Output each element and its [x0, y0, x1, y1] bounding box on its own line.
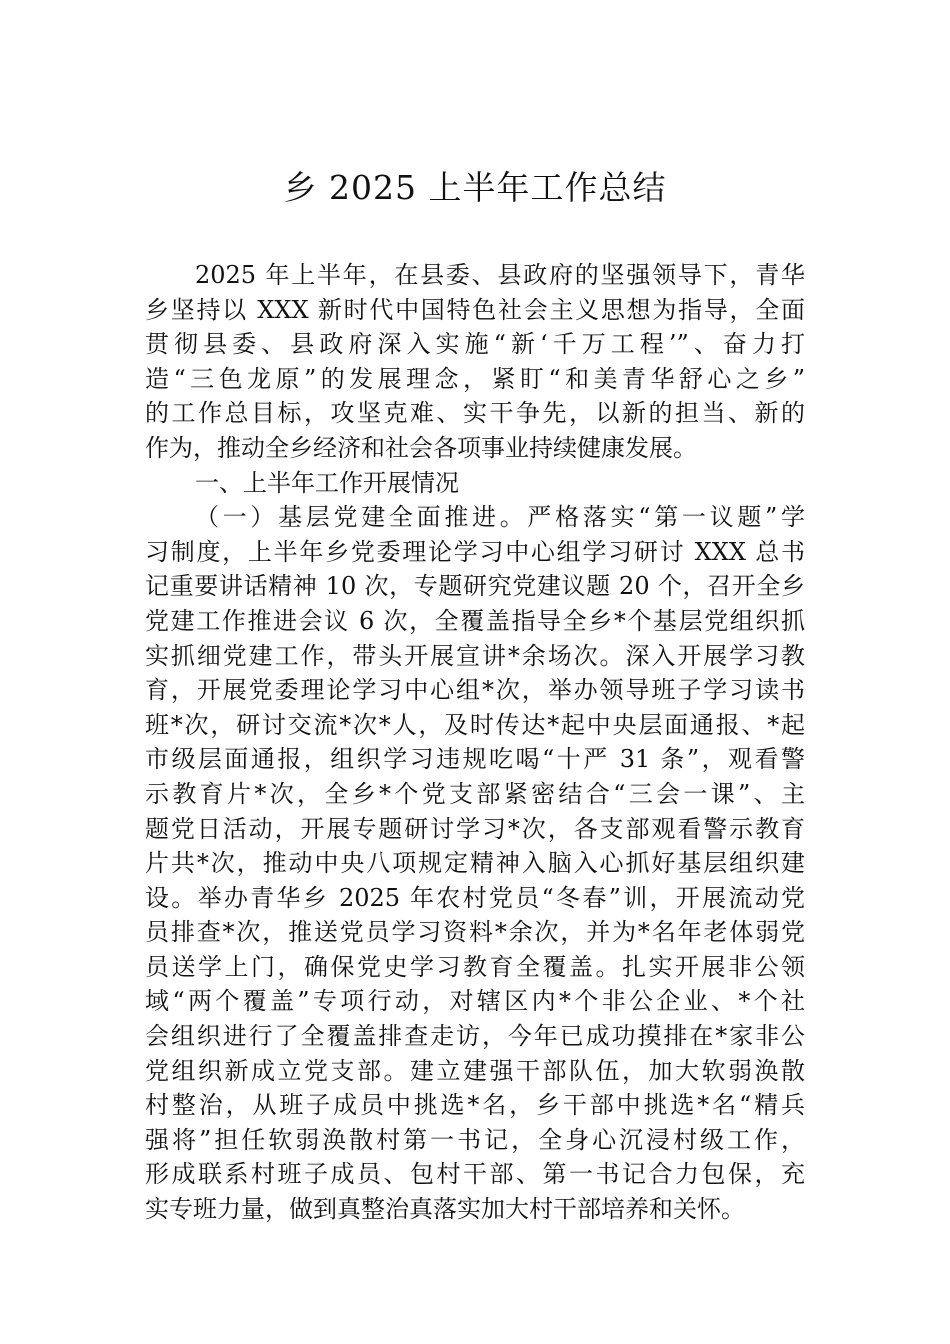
text-line: 示教育片*次，全乡*个党支部紧密结合“三会一课”、主	[145, 779, 805, 808]
heading-line: 一、上半年工作开展情况	[195, 468, 459, 497]
text-line: 作为，推动全乡经济和社会各项事业持续健康发展。	[145, 433, 697, 462]
document-body	[145, 258, 805, 1227]
text-line: 育，开展党委理论学习中心组*次，举办领导班子学习读书	[145, 676, 805, 705]
text-line: 强将”担任软弱涣散村第一书记，全身心沉浸村级工作，	[145, 1125, 805, 1154]
text-line: 村整治，从班子成员中挑选*名，乡干部中挑选*名“精兵	[145, 1091, 805, 1120]
text-line: 的工作总目标，攻坚克难、实干争先，以新的担当、新的	[145, 399, 805, 428]
text-line: 造“三色龙原”的发展理念，紧盯“和美青华舒心之乡”	[145, 364, 805, 393]
text-line: 员送学上门，确保党史学习教育全覆盖。扎实开展非公领	[145, 952, 805, 981]
text-line: 员排查*次，推送党员学习资料*余次，并为*名年老体弱党	[145, 918, 805, 947]
text-line: 2025 年上半年，在县委、县政府的坚强领导下，青华	[195, 261, 805, 289]
text-line: 班*次，研讨交流*次*人，及时传达*起中央层面通报、*起	[145, 710, 805, 739]
text-line: 片共*次，推动中央八项规定精神入脑入心抓好基层组织建	[145, 849, 805, 878]
text-line: （一）基层党建全面推进。严格落实“第一议题”学	[195, 503, 805, 532]
paragraph-intro	[145, 258, 805, 466]
text-line: 党组织新成立党支部。建立建强干部队伍，加大软弱涣散	[145, 1056, 805, 1085]
text-line: 实抓细党建工作，带头开展宣讲*余场次。深入开展学习教	[145, 641, 805, 670]
text-line: 实专班力量，做到真整治真落实加大村干部培养和关怀。	[145, 1195, 745, 1224]
text-line: 会组织进行了全覆盖排查走访，今年已成功摸排在*家非公	[145, 1022, 805, 1051]
text-line: 党建工作推进会议 6 次，全覆盖指导全乡*个基层党组织抓	[145, 606, 805, 635]
text-line: 域“两个覆盖”专项行动，对辖区内*个非公企业、*个社	[145, 987, 805, 1016]
text-line: 记重要讲话精神 10 次，专题研究党建议题 20 个，召开全乡	[145, 572, 805, 601]
document-title: 乡 2025 上半年工作总结	[283, 168, 667, 207]
paragraph-party-building	[145, 500, 805, 1226]
text-line: 习制度，上半年乡党委理论学习中心组学习研讨 XXX 总书	[145, 537, 805, 566]
text-line: 形成联系村班子成员、包村干部、第一书记合力包保，充	[145, 1160, 805, 1189]
section-heading	[145, 466, 805, 501]
text-line: 市级层面通报，组织学习违规吃喝“十严 31 条”，观看警	[145, 745, 805, 774]
text-line: 题党日活动，开展专题研讨学习*次，各支部观看警示教育	[145, 814, 805, 843]
text-line: 贯彻县委、县政府深入实施“新‘千万工程’”、奋力打	[145, 330, 805, 359]
text-line: 乡坚持以 XXX 新时代中国特色社会主义思想为指导，全面	[145, 295, 805, 324]
text-line: 设。举办青华乡 2025 年农村党员“冬春”训，开展流动党	[145, 883, 805, 912]
